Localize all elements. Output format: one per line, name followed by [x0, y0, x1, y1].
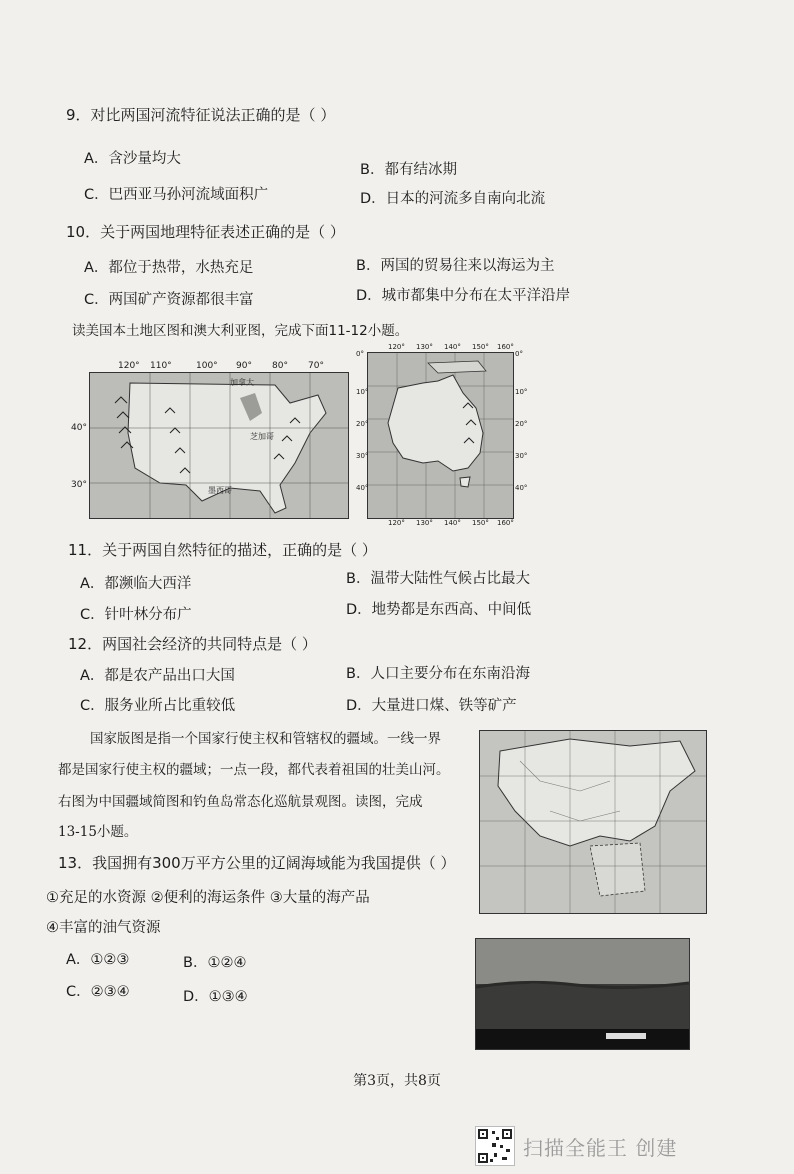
aus-top-130: 130° [416, 343, 433, 351]
passage-line-3: 右图为中国疆域简图和钓鱼岛常态化巡航景观图。读图，完成 [58, 794, 423, 810]
aus-left-0: 0° [356, 350, 364, 358]
usa-map [89, 372, 349, 519]
q12-option-d: D．大量进口煤、铁等矿产 [346, 698, 517, 714]
q9-option-a: A．含沙量均大 [84, 151, 181, 167]
aus-top-120: 120° [388, 343, 405, 351]
scanner-watermark [475, 1126, 677, 1166]
usa-lon-80: 80° [272, 361, 288, 371]
q13-option-b: B．①②④ [183, 955, 247, 971]
aus-right-10: 10° [515, 388, 528, 396]
q12-option-a: A．都是农产品出口大国 [80, 668, 235, 684]
aus-right-40: 40° [515, 484, 528, 492]
australia-map [367, 352, 514, 519]
q13-option-d: D．①③④ [183, 989, 248, 1005]
q9-option-d: D．日本的河流多自南向北流 [360, 191, 546, 207]
usa-place-mexico: 墨西哥 [208, 486, 232, 495]
aus-top-160: 160° [497, 343, 514, 351]
aus-left-40: 40° [356, 484, 369, 492]
aus-bottom-150: 150° [472, 519, 489, 527]
q11-option-a: A．都濒临大西洋 [80, 576, 192, 592]
q10-option-b: B．两国的贸易往来以海运为主 [356, 258, 555, 274]
usa-lon-70: 70° [308, 361, 324, 371]
passage-line-4: 13-15小题。 [58, 824, 138, 840]
usa-lat-40: 40° [71, 423, 87, 433]
q10-option-c: C．两国矿产资源都很丰富 [84, 292, 254, 308]
q9-stem: 9．对比两国河流特征说法正确的是（ ） [66, 106, 336, 124]
q13-stem: 13．我国拥有300万平方公里的辽阔海域能为我国提供（ ） [58, 854, 456, 872]
passage-line-2: 都是国家行使主权的疆域；一点一段，都代表着祖国的壮美山河。 [58, 762, 450, 778]
aus-bottom-160: 160° [497, 519, 514, 527]
q12-stem: 12．两国社会经济的共同特点是（ ） [68, 635, 317, 653]
aus-bottom-120: 120° [388, 519, 405, 527]
aus-bottom-130: 130° [416, 519, 433, 527]
q13-items-line1: ①充足的水资源 ②便利的海运条件 ③大量的海产品 [46, 890, 370, 906]
q10-option-a: A．都位于热带，水热充足 [84, 260, 254, 276]
usa-lat-30: 30° [71, 480, 87, 490]
aus-left-10: 10° [356, 388, 369, 396]
q13-option-c: C．②③④ [66, 984, 130, 1000]
q12-option-c: C．服务业所占比重较低 [80, 698, 236, 714]
page-number: 第3页，共8页 [353, 1073, 441, 1089]
q13-option-a: A．①②③ [66, 952, 130, 968]
intro-11-12: 读美国本土地区图和澳大利亚图，完成下面11-12小题。 [72, 323, 409, 339]
q12-option-b: B．人口主要分布在东南沿海 [346, 666, 530, 682]
aus-top-140: 140° [444, 343, 461, 351]
aus-right-20: 20° [515, 420, 528, 428]
usa-lon-90: 90° [236, 361, 252, 371]
passage-line-1: 国家版图是指一个国家行使主权和管辖权的疆域。一线一界 [90, 731, 441, 747]
aus-right-0: 0° [515, 350, 523, 358]
aus-left-30: 30° [356, 452, 369, 460]
q11-option-b: B．温带大陆性气候占比最大 [346, 571, 530, 587]
aus-left-20: 20° [356, 420, 369, 428]
diaoyu-patrol-photo [475, 938, 690, 1050]
aus-right-30: 30° [515, 452, 528, 460]
usa-lon-100: 100° [196, 361, 218, 371]
qr-code-icon [475, 1126, 515, 1166]
usa-place-canada: 加拿大 [230, 378, 254, 387]
q10-stem: 10．关于两国地理特征表述正确的是（ ） [66, 223, 345, 241]
q11-stem: 11．关于两国自然特征的描述，正确的是（ ） [68, 541, 377, 559]
aus-bottom-140: 140° [444, 519, 461, 527]
usa-place-chicago: 芝加哥 [250, 432, 274, 441]
q11-option-c: C．针叶林分布广 [80, 607, 192, 623]
watermark-text: 扫描全能王 创建 [523, 1135, 678, 1160]
q13-items-line2: ④丰富的油气资源 [46, 920, 161, 936]
aus-top-150: 150° [472, 343, 489, 351]
usa-lon-120: 120° [118, 361, 140, 371]
q10-option-d: D．城市都集中分布在太平洋沿岸 [356, 288, 571, 304]
usa-lon-110: 110° [150, 361, 172, 371]
q9-option-b: B．都有结冰期 [360, 162, 457, 178]
china-territory-map [479, 730, 707, 914]
q11-option-d: D．地势都是东西高、中间低 [346, 602, 532, 618]
q9-option-c: C．巴西亚马孙河流域面积广 [84, 187, 269, 203]
